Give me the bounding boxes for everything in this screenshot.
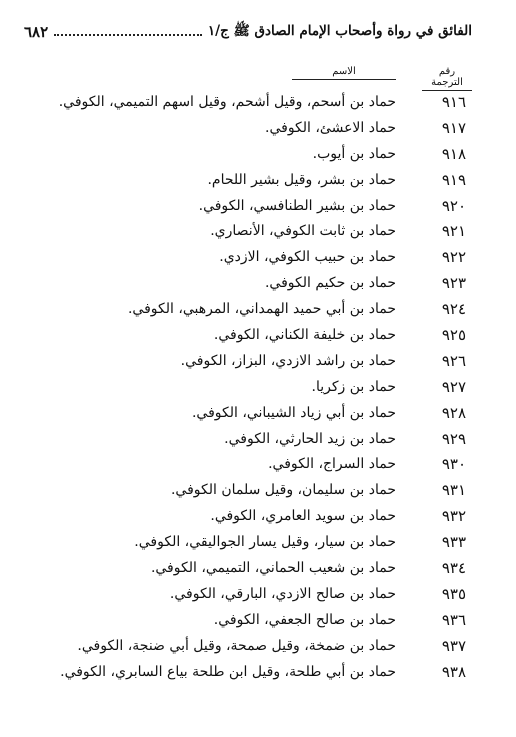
entry-number: ٩٢٧	[441, 377, 466, 396]
entry-number: ٩٢٤	[441, 300, 466, 319]
entry-name: حماد بن سيار، وقيل يسار الجواليقي، الكوفي.	[134, 534, 396, 551]
entry-name: حماد بن بشير الطنافسي، الكوفي.	[198, 197, 396, 214]
entry-number: ٩٢٦	[441, 351, 466, 370]
entry-row	[0, 322, 516, 348]
entry-row	[0, 400, 516, 426]
entry-name: حماد بن ثابت الكوفي، الأنصاري.	[210, 223, 396, 240]
entry-number: ٩٢٠	[441, 196, 466, 215]
entry-row	[0, 659, 516, 685]
entry-row	[0, 218, 516, 244]
entry-name: حماد بن صالح الجعفي، الكوفي.	[213, 611, 396, 628]
entry-number: ٩٢٣	[441, 274, 466, 293]
entry-row	[0, 633, 516, 659]
entry-name: حماد بن شعيب الحماني، التميمي، الكوفي.	[150, 560, 396, 577]
entry-name: حماد بن حكيم الكوفي.	[264, 275, 396, 292]
entry-row	[0, 529, 516, 555]
entry-row	[0, 270, 516, 296]
entry-number: ٩٢٥	[441, 326, 466, 345]
entries-list	[0, 89, 516, 684]
entry-number: ٩٣٣	[441, 533, 466, 552]
entry-number: ٩٣٦	[441, 610, 466, 629]
entry-number: ٩٢٢	[441, 248, 466, 267]
entry-number: ٩١٩	[441, 170, 466, 189]
entry-row	[0, 426, 516, 452]
leader-dots	[54, 24, 202, 36]
entry-name: حماد بن حبيب الكوفي، الازدي.	[219, 249, 396, 266]
entry-name: حماد بن صالح الازدي، البارقي، الكوفي.	[169, 585, 396, 602]
column-header-number: رقم الترجمة	[422, 66, 472, 91]
entry-number: ٩٢٨	[441, 403, 466, 422]
entry-row	[0, 477, 516, 503]
entry-number: ٩٣٠	[441, 455, 466, 474]
entry-number: ٩٣٧	[441, 636, 466, 655]
entry-row	[0, 555, 516, 581]
entry-row	[0, 451, 516, 477]
entry-number: ٩٣٢	[441, 507, 466, 526]
entry-name: حماد بن أيوب.	[312, 145, 396, 162]
entry-number: ٩١٦	[441, 93, 466, 111]
column-header-name: الاسم	[292, 66, 396, 80]
entry-number: ٩١٨	[441, 144, 466, 163]
entry-number: ٩٢٩	[441, 429, 466, 448]
entry-number: ٩٢١	[441, 222, 466, 241]
entry-name: حماد بن راشد الازدي، البزاز، الكوفي.	[180, 352, 396, 369]
entry-name: حماد بن زيد الحارثي، الكوفي.	[224, 430, 396, 447]
entry-row	[0, 348, 516, 374]
entry-row	[0, 141, 516, 167]
entry-name: حماد بن أسحم، وقيل أشحم، وقيل اسهم التميمي، الكوفي.	[58, 94, 396, 110]
entry-number: ٩٣٨	[441, 662, 466, 681]
entry-number: ٩٣٤	[441, 559, 466, 578]
entry-name: حماد بن خليفة الكناني، الكوفي.	[213, 327, 396, 344]
entry-row	[0, 115, 516, 141]
entry-name: حماد بن زكريا.	[311, 378, 396, 395]
entry-row	[0, 89, 516, 115]
entry-row	[0, 244, 516, 270]
running-title: الفائق في رواة وأصحاب الإمام الصادق ﷺ ج/١	[207, 23, 472, 39]
entry-row	[0, 607, 516, 633]
entry-name: حماد الاعشئ، الكوفي.	[265, 119, 396, 136]
entry-row	[0, 581, 516, 607]
page-number: ٦٨٢	[24, 23, 49, 41]
entry-name: حماد بن ضمخة، وقيل صمحة، وقيل أبي ضنجة، الكوفي.	[77, 637, 396, 654]
entry-name: حماد بن سويد العامري، الكوفي.	[210, 508, 396, 525]
entry-row	[0, 193, 516, 219]
entry-number: ٩٣٥	[441, 584, 466, 603]
entry-name: حماد بن أبي طلحة، وقيل ابن طلحة بياع السابري، الكوفي.	[60, 663, 396, 680]
running-header	[18, 20, 472, 44]
entry-name: حماد السراج، الكوفي.	[268, 456, 396, 473]
entry-number: ٩٣١	[441, 481, 466, 500]
entry-row	[0, 503, 516, 529]
entry-row	[0, 296, 516, 322]
entry-name: حماد بن بشر، وقيل بشير اللحام.	[207, 171, 396, 188]
entry-row	[0, 167, 516, 193]
entry-name: حماد بن أبي حميد الهمداني، المرهبي، الكوفي.	[127, 301, 396, 318]
entry-name: حماد بن أبي زياد الشيباني، الكوفي.	[191, 404, 396, 421]
entry-name: حماد بن سليمان، وقيل سلمان الكوفي.	[170, 482, 396, 499]
entry-row	[0, 374, 516, 400]
entry-number: ٩١٧	[441, 118, 466, 137]
